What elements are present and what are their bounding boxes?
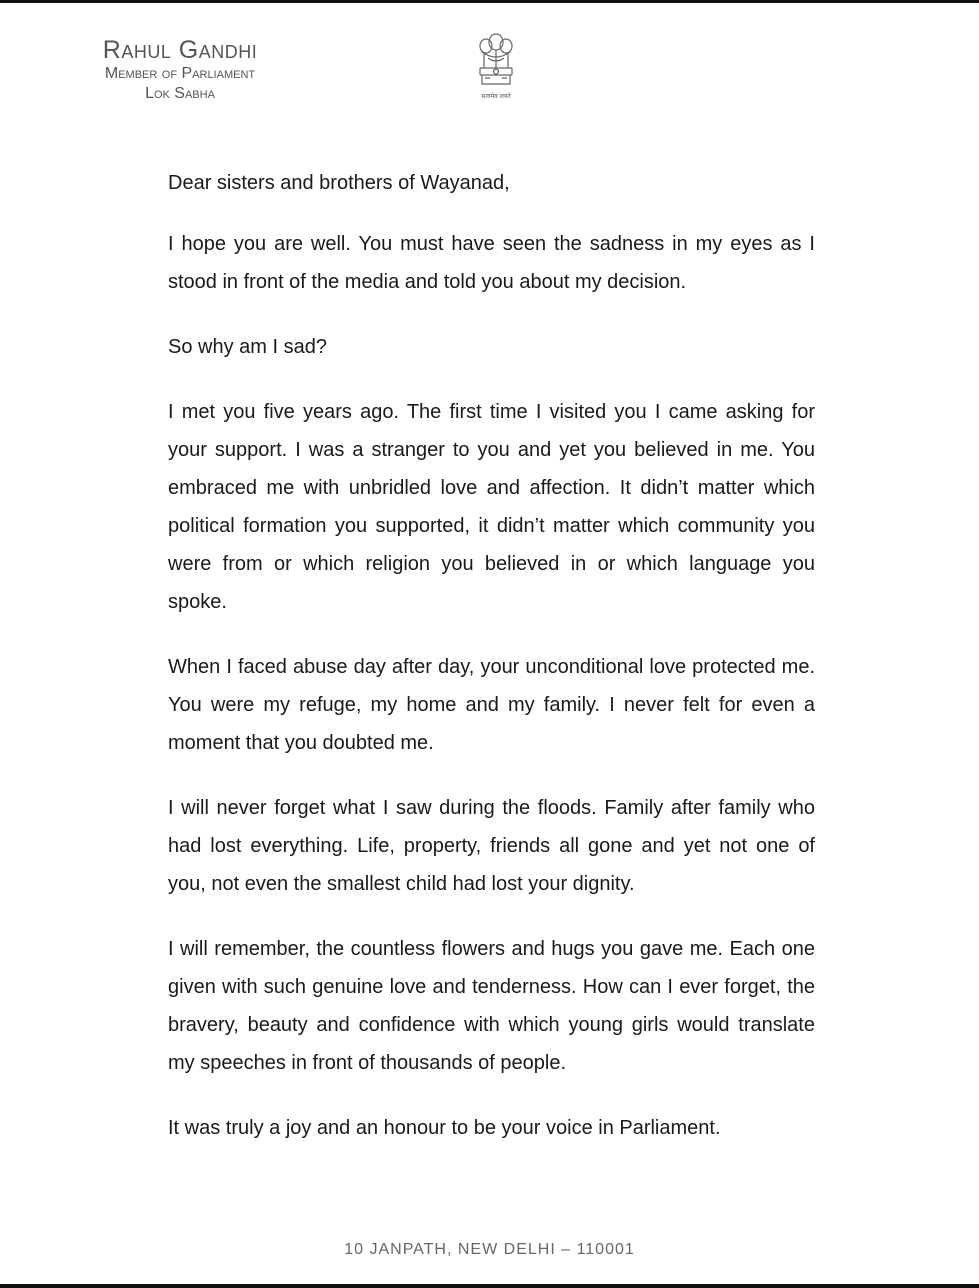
emblem-motto: सत्यमेव जयते — [481, 93, 511, 100]
paragraph: When I faced abuse day after day, your unconditional love protected me. You were my refuge, my home and my family. I never felt for even a moment that you doubted me. — [168, 656, 815, 754]
footer-address: 10 JANPATH, NEW DELHI – 110001 — [344, 1241, 635, 1258]
paragraph: I will remember, the countless flowers and hugs you gave me. Each one given with such genuine love and tenderness. How can I ever forget, the bravery, beauty and confidence with which young girls would translate my speeches in front of thousands of people. — [168, 938, 815, 1074]
letterhead-title: Member of Parliament — [104, 65, 256, 82]
paragraph: I met you five years ago. The first time I visited you I came asking for your support. I was a stranger to you and yet you believed in me. You embraced me with unbridled love and affection. It didn’t matter which political formation you supported, it didn’t matter which community you were from or which religion you believed in or which language you spoke. — [168, 401, 815, 613]
page-top-edge — [0, 0, 979, 3]
paragraph: It was truly a joy and an honour to be your voice in Parliament. — [168, 1117, 721, 1139]
letterhead-name: Rahul Gandhi — [102, 36, 258, 64]
letterhead — [60, 36, 300, 104]
letter-body — [168, 168, 815, 1174]
paragraph: So why am I sad? — [168, 336, 327, 358]
paragraph: I will never forget what I saw during the floods. Family after family who had lost everything. Life, property, friends all gone and yet not one of you, not even the smallest child had lost your dignity. — [168, 797, 815, 895]
letterhead-house: Lok Sabha — [145, 85, 215, 102]
paragraph: I hope you are well. You must have seen the sadness in my eyes as I stood in front of the media and told you about my decision. — [168, 233, 815, 293]
salutation: Dear sisters and brothers of Wayanad, — [168, 172, 510, 194]
page-bottom-edge — [0, 1284, 979, 1288]
